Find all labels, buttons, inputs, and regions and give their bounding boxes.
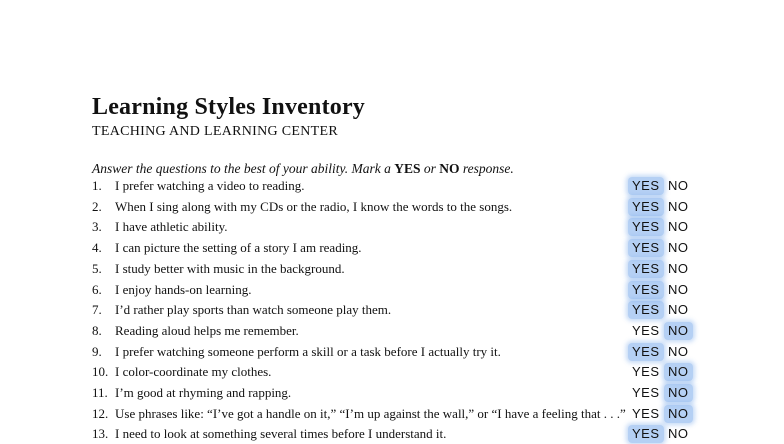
question-text: When I sing along with my CDs or the radio, I know the words to the songs. [115, 198, 513, 214]
question-row [0, 342, 784, 362]
answer-yes[interactable]: YES [628, 177, 664, 195]
question-text: I’d rather play sports than watch someone play them. [115, 302, 392, 318]
answer-no[interactable]: NO [668, 302, 689, 318]
question-number: 13. [92, 426, 109, 442]
answer-yes[interactable]: YES [632, 385, 660, 400]
page-subtitle: TEACHING AND LEARNING CENTER [92, 124, 338, 139]
question-text: Use phrases like: “I’ve got a handle on it,” “I’m up against the wall,” or “I have a feeling that . . .” [115, 405, 626, 421]
answer-no[interactable]: NO [668, 343, 689, 359]
question-text: I color-coordinate my clothes. [115, 364, 272, 380]
instructions-yes-word: YES [394, 161, 421, 176]
answer-yes[interactable]: YES [628, 301, 664, 319]
question-text: I enjoy hands-on learning. [115, 281, 252, 297]
question-number: 5. [92, 260, 102, 276]
answer-no[interactable]: NO [668, 219, 689, 235]
question-row [0, 217, 784, 237]
question-number: 2. [92, 198, 102, 214]
page-title: Learning Styles Inventory [92, 94, 366, 120]
question-text: Reading aloud helps me remember. [115, 322, 299, 338]
question-row [0, 280, 784, 300]
question-row [0, 404, 784, 424]
question-text: I prefer watching someone perform a skill or a task before I actually try it. [115, 343, 501, 359]
question-number: 11. [92, 385, 108, 400]
answer-no[interactable]: NO [668, 178, 689, 193]
question-text: I’m good at rhyming and rapping. [115, 385, 292, 400]
answer-no[interactable]: NO [664, 363, 693, 381]
answer-yes[interactable]: YES [632, 364, 660, 380]
answer-yes[interactable]: YES [628, 260, 664, 278]
question-text: I prefer watching a video to reading. [115, 178, 305, 193]
answer-yes[interactable]: YES [632, 322, 660, 338]
question-text: I need to look at something several times before I understand it. [115, 426, 447, 442]
question-row [0, 176, 784, 196]
question-row [0, 238, 784, 258]
question-number: 12. [92, 405, 109, 421]
answer-no[interactable]: NO [668, 281, 689, 297]
instructions-text-2: response. [459, 161, 514, 176]
answer-yes[interactable]: YES [628, 281, 664, 299]
answer-no[interactable]: NO [664, 322, 693, 340]
question-number: 3. [92, 219, 102, 235]
instructions-or-word: or [420, 161, 440, 176]
answer-yes[interactable]: YES [628, 218, 664, 236]
question-row [0, 197, 784, 217]
question-number: 8. [92, 322, 102, 338]
question-number: 6. [92, 281, 102, 297]
answer-yes[interactable]: YES [628, 343, 664, 361]
answer-no[interactable]: NO [668, 426, 689, 442]
question-text: I study better with music in the background. [115, 260, 345, 276]
instructions-no-word: NO [439, 161, 460, 176]
instructions-text-1: Answer the questions to the best of your ability. Mark a [92, 161, 395, 176]
question-number: 9. [92, 343, 102, 359]
question-row [0, 259, 784, 279]
answer-no[interactable]: NO [664, 384, 693, 402]
answer-no[interactable]: NO [668, 260, 689, 276]
question-row [0, 321, 784, 341]
question-number: 4. [92, 240, 102, 256]
question-text: I can picture the setting of a story I am reading. [115, 240, 362, 256]
answer-yes[interactable]: YES [628, 425, 664, 443]
question-row [0, 300, 784, 320]
question-row [0, 424, 784, 444]
answer-yes[interactable]: YES [628, 239, 664, 257]
question-row [0, 362, 784, 382]
answer-no[interactable]: NO [664, 405, 693, 423]
question-number: 10. [92, 364, 109, 380]
answer-yes[interactable]: YES [628, 198, 664, 216]
question-number: 1. [92, 178, 102, 193]
answer-yes[interactable]: YES [632, 405, 660, 421]
question-text: I have athletic ability. [115, 219, 228, 235]
question-number: 7. [92, 302, 102, 318]
question-row [0, 383, 784, 403]
answer-no[interactable]: NO [668, 198, 689, 214]
instructions [92, 161, 514, 177]
answer-no[interactable]: NO [668, 240, 689, 256]
